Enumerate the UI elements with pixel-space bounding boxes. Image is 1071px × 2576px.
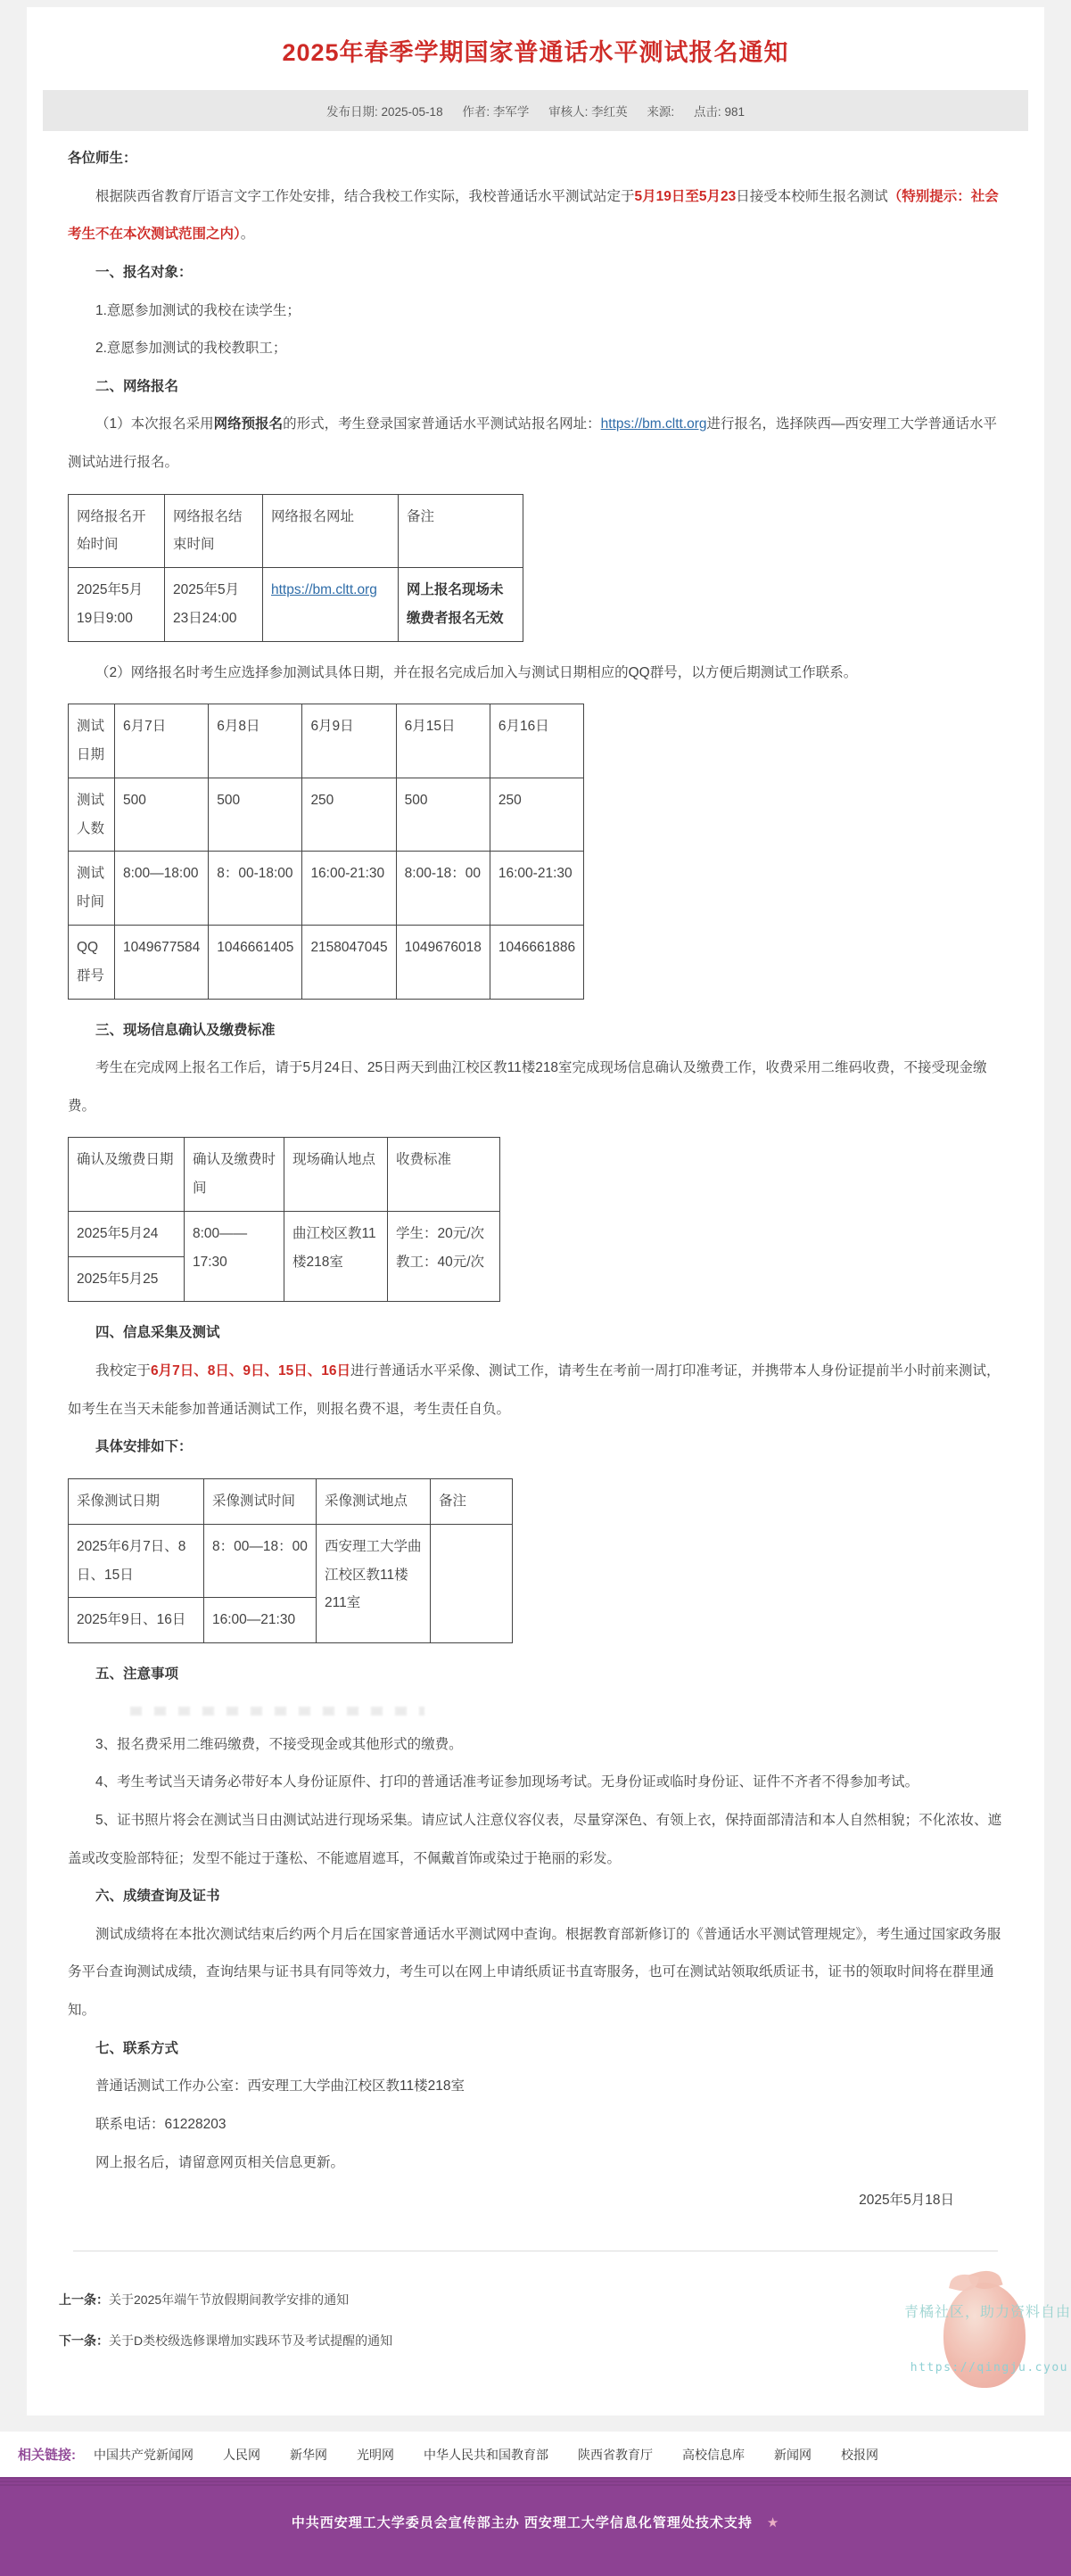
table-header-cell: 网络报名网址 (263, 494, 399, 568)
watermark-url: https://qingju.cyou (910, 2361, 1068, 2374)
row-label-cell: QQ群号 (69, 926, 115, 1000)
table-cell: 250 (490, 778, 583, 852)
table-cell: 8:00—18:00 (115, 852, 209, 926)
footer-stripes (0, 2477, 1071, 2486)
table-row (69, 1524, 513, 1598)
table-row (69, 704, 584, 778)
table-header-cell: 现场确认地点 (284, 1138, 388, 1212)
table-header-row (69, 1478, 513, 1524)
related-links-bar (0, 2432, 1071, 2477)
table-photo-collection (68, 1478, 513, 1643)
table-cell: 2158047045 (302, 926, 396, 1000)
table-cell: 2025年5月25 (69, 1256, 185, 1302)
body-text: 我校定于 (95, 1363, 152, 1379)
section-heading-5: 五、注意事项 (95, 1667, 179, 1683)
related-link[interactable]: 新华网 (290, 2448, 327, 2463)
next-article (59, 2326, 1012, 2355)
table-cell: 6月7日 (115, 704, 209, 778)
table-cell: 8：00-18:00 (209, 852, 302, 926)
article-card (27, 7, 1044, 2416)
section-heading-3: 三、现场信息确认及缴费标准 (95, 1022, 276, 1038)
related-link[interactable]: 高校信息库 (682, 2448, 745, 2463)
related-link[interactable]: 校报网 (841, 2448, 878, 2463)
table-confirmation (68, 1137, 500, 1302)
related-link[interactable]: 光明网 (357, 2448, 394, 2463)
intro-paragraph (68, 178, 1003, 254)
table-note-cell: 网上报名现场未缴费者报名无效 (399, 568, 523, 642)
reviewer: 审核人: 李红英 (548, 105, 628, 119)
salutation: 各位师生： (68, 151, 137, 167)
notes-item: 5、证书照片将会在测试当日由测试站进行现场采集。请应试人注意仪容仪表，尽量穿深色、有领上衣，保持面部清洁和本人自然相貌；不化浓妆、遮盖或改变脸部特征；发型不能过于蓬松、不能遮眉遮耳，不佩戴首饰或染过于艳丽的彩发。 (68, 1812, 1002, 1866)
related-links-label: 相关链接: (18, 2448, 76, 2464)
section-heading-7: 七、联系方式 (95, 2040, 179, 2056)
table-cell: 1049676018 (396, 926, 490, 1000)
page-title: 2025年春季学期国家普通话水平测试报名通知 (282, 39, 789, 66)
body-text: 进行报名，选择陕西—西安理工大学普通话水平测试站进行报名。 (68, 416, 998, 471)
row-label-cell: 测试人数 (69, 778, 115, 852)
table-header-row (69, 494, 523, 568)
table-cell: 6月9日 (302, 704, 396, 778)
fee-student: 学生：20元/次 (396, 1225, 485, 1241)
table-cell: 1049677584 (115, 926, 209, 1000)
intro-dates-highlight: 5月19日至5月23 (634, 188, 737, 204)
footer-text (0, 2486, 1071, 2531)
table-cell: 2025年9日、16日 (69, 1598, 204, 1643)
arrangement-subheading: 具体安排如下： (95, 1439, 193, 1455)
body-text: 进行普通话水平采像、测试工作，请考生在考前一周打印准考证，并携带本人身份证提前半小时前来测试，如考生在当天未能参加普通话测试工作，则报名费不退，考生责任自负。 (68, 1363, 1001, 1417)
table-cell: 曲江校区教11楼218室 (284, 1211, 388, 1302)
registration-link[interactable]: https://bm.cltt.org (271, 582, 377, 598)
table-cell: 6月16日 (490, 704, 583, 778)
sign-date: 2025年5月18日 (859, 2193, 954, 2209)
table-header-row (69, 1138, 500, 1212)
table-cell: 500 (209, 778, 302, 852)
table-cell (263, 568, 399, 642)
confirmation-paragraph: 考生在完成网上报名工作后，请于5月24日、25日两天到曲江校区教11楼218室完成现场信息确认及缴费工作，收费采用二维码收费，不接受现金缴费。 (68, 1060, 987, 1114)
table-header-cell: 确认及缴费时间 (185, 1138, 284, 1212)
collection-paragraph (68, 1353, 1003, 1428)
notes-item: 4、考生考试当天请务必带好本人身份证原件、打印的普通话准考证参加现场考试。无身份证或临时身份证、证件不齐者不得参加考试。 (95, 1774, 919, 1790)
table-cell: 8：00—18：00 (204, 1524, 317, 1598)
related-link[interactable]: 陕西省教育厅 (578, 2448, 653, 2463)
notes-item: 3、报名费采用二维码缴费，不接受现金或其他形式的缴费。 (95, 1736, 463, 1752)
section-heading-4: 四、信息采集及测试 (95, 1325, 220, 1341)
footer-credit: 中共西安理工大学委员会宣传部主办 西安理工大学信息化管理处技术支持 (291, 2515, 753, 2531)
table-cell: 500 (396, 778, 490, 852)
footer-bar (0, 2477, 1071, 2576)
table-header-cell: 备注 (399, 494, 523, 568)
contact-office: 普通话测试工作办公室：西安理工大学曲江校区教11楼218室 (95, 2078, 465, 2095)
related-link[interactable]: 中华人民共和国教育部 (424, 2448, 548, 2463)
table-cell: 西安理工大学曲江校区教11楼211室 (317, 1524, 431, 1642)
section-heading-6: 六、成绩查询及证书 (95, 1889, 220, 1905)
table-test-schedule (68, 704, 584, 999)
prev-article-link[interactable]: 关于2025年端午节放假期间教学安排的通知 (109, 2292, 350, 2307)
prev-label: 上一条： (59, 2292, 109, 2307)
table-cell: 16:00-21:30 (490, 852, 583, 926)
table-cell: 2025年6月7日、8日、15日 (69, 1524, 204, 1598)
meta-bar (43, 90, 1028, 131)
table-cell: 8:00-18：00 (396, 852, 490, 926)
table-network-registration (68, 494, 523, 642)
eligibility-item: 2.意愿参加测试的我校教职工； (95, 341, 287, 357)
intro-text: 。 (240, 226, 255, 243)
intro-text: 日接受本校师生报名测试 (736, 188, 888, 204)
results-paragraph: 测试成绩将在本批次测试结束后约两个月后在国家普通话水平测试网中查询。根据教育部新修订的《普通话水平测试管理规定》，考生通过国家政务服务平台查询测试成绩，查询结果与证书具有同等效力，考生可以在网上申请纸质证书直寄服务，也可在测试站领取纸质证书，证书的领取时间将在群里通知。 (68, 1926, 1001, 2019)
body-text: （1）本次报名采用 (95, 416, 214, 432)
table-row (69, 778, 584, 852)
table-cell: 1046661405 (209, 926, 302, 1000)
section-heading-1: 一、报名对象： (95, 264, 193, 280)
body-text: 的形式，考生登录国家普通话水平测试站报名网址： (283, 416, 601, 432)
contact-phone: 联系电话：61228203 (95, 2116, 227, 2132)
table-row (69, 852, 584, 926)
intro-text: 根据陕西省教育厅语言文字工作处安排，结合我校工作实际，我校普通话水平测试站定于 (95, 188, 635, 204)
publish-date: 发布日期: 2025-05-18 (326, 105, 443, 119)
table-cell: 16:00-21:30 (302, 852, 396, 926)
prev-next-nav (41, 2251, 1030, 2407)
row-label-cell: 测试日期 (69, 704, 115, 778)
prev-article (59, 2285, 1012, 2314)
star-icon: ★ (766, 2515, 780, 2531)
table-cell: 2025年5月23日24:00 (165, 568, 263, 642)
table-cell: 6月15日 (396, 704, 490, 778)
table-cell: 250 (302, 778, 396, 852)
watermark-text: 青橘社区，助力资料自由 (903, 2305, 1071, 2320)
table-row (69, 1211, 500, 1256)
table-cell: 8:00——17:30 (185, 1211, 284, 1302)
table-cell (431, 1524, 513, 1642)
table-cell: 2025年5月19日9:00 (69, 568, 165, 642)
table-row (69, 926, 584, 1000)
table-cell: 2025年5月24 (69, 1211, 185, 1256)
table-cell: 1046661886 (490, 926, 583, 1000)
article-body (41, 131, 1030, 2220)
source: 来源: (647, 105, 675, 119)
special-notice-highlight: （特别提示：社会考生不在本次测试范围之内） (68, 188, 999, 243)
section-heading-2: 二、网络报名 (95, 378, 179, 394)
table-header-cell: 网络报名开始时间 (69, 494, 165, 568)
next-label: 下一条： (59, 2333, 109, 2348)
eligibility-item: 1.意愿参加测试的我校在读学生； (95, 302, 301, 318)
author: 作者: 李军学 (462, 105, 530, 119)
row-label-cell: 测试时间 (69, 852, 115, 926)
table-cell (388, 1211, 500, 1302)
faded-text-remnant (68, 1694, 1003, 1726)
qq-group-paragraph: （2）网络报名时考生应选择参加测试具体日期，并在报名完成后加入与测试日期相应的QQ群号，以方便后期测试工作联系。 (95, 664, 858, 680)
pre-registration-bold: 网络预报名 (213, 416, 284, 432)
registration-link[interactable]: https://bm.cltt.org (600, 416, 707, 432)
table-header-cell: 备注 (431, 1478, 513, 1524)
table-header-cell: 网络报名结束时间 (165, 494, 263, 568)
online-registration-paragraph (68, 406, 1003, 481)
table-row (69, 568, 523, 642)
table-header-cell: 采像测试地点 (317, 1478, 431, 1524)
table-header-cell: 收费标准 (388, 1138, 500, 1212)
test-dates-highlight: 6月7日、8日、9日、15日、16日 (151, 1363, 350, 1379)
table-header-cell: 确认及缴费日期 (69, 1138, 185, 1212)
table-cell: 500 (115, 778, 209, 852)
hit-count: 点击: 981 (693, 105, 745, 119)
fee-staff: 教工：40元/次 (396, 1254, 485, 1270)
table-cell: 16:00—21:30 (204, 1598, 317, 1643)
table-cell: 6月8日 (209, 704, 302, 778)
related-link[interactable]: 新闻网 (774, 2448, 811, 2463)
related-link[interactable]: 中国共产党新闻网 (94, 2448, 194, 2463)
update-note: 网上报名后，请留意网页相关信息更新。 (95, 2154, 345, 2170)
related-link[interactable]: 人民网 (223, 2448, 260, 2463)
next-article-link[interactable]: 关于D类校级选修课增加实践环节及考试提醒的通知 (109, 2333, 393, 2348)
table-header-cell: 采像测试日期 (69, 1478, 204, 1524)
table-header-cell: 采像测试时间 (204, 1478, 317, 1524)
